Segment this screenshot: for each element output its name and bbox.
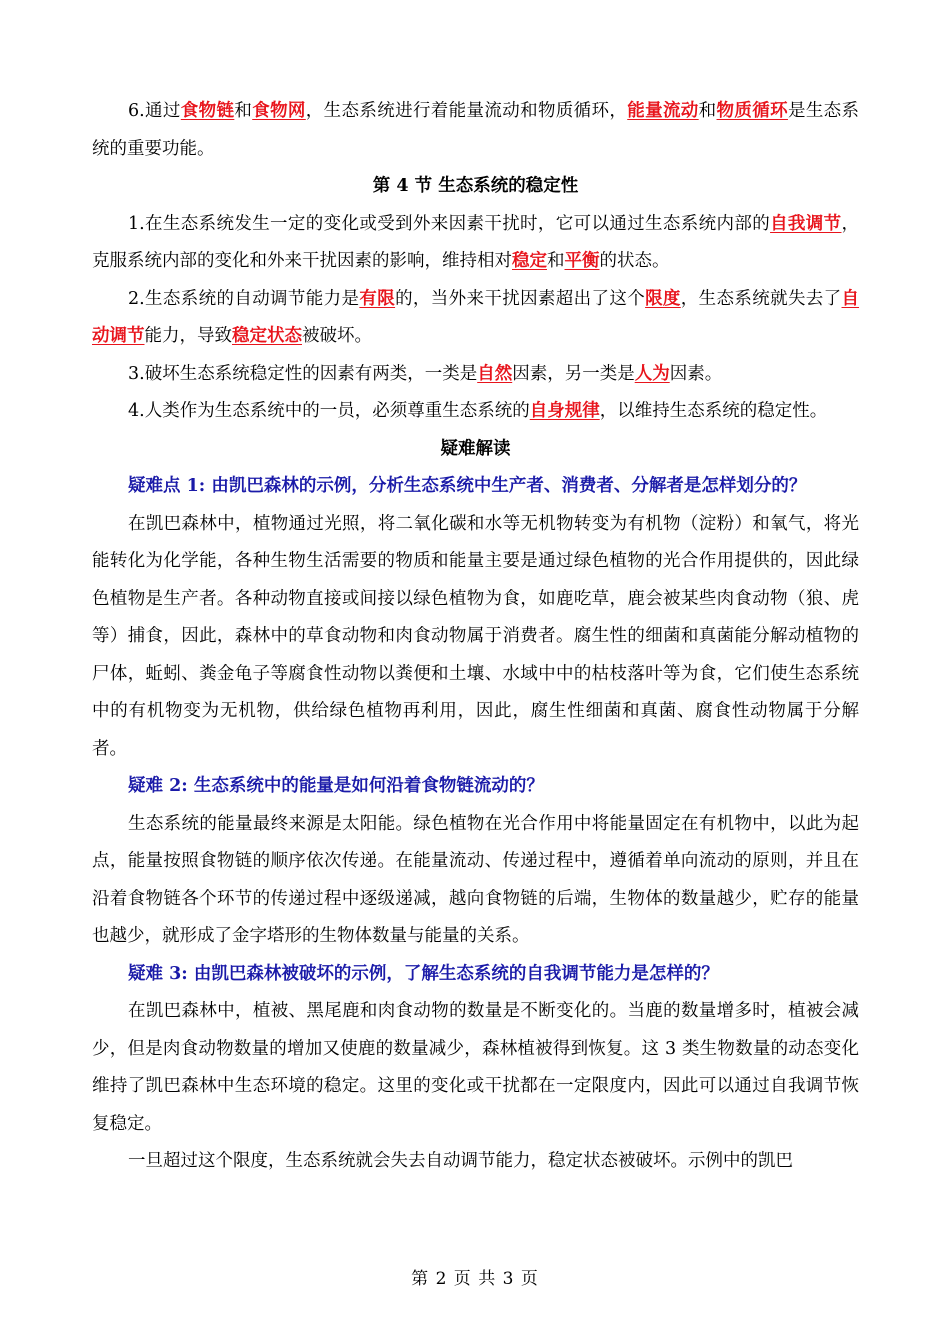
text: 3.破坏生态系统稳定性的因素有两类，一类是 — [128, 363, 478, 384]
highlight-term: 物质循环 — [716, 101, 788, 121]
text: 1.在生态系统发生一定的变化或受到外来因素干扰时，它可以通过生态系统内部的 — [128, 213, 771, 234]
text: ，生态系统进行着能量流动和物质循环， — [305, 101, 628, 121]
highlight-term: 限度 — [645, 288, 681, 309]
answer-2: 生态系统的能量最终来源是太阳能。绿色植物在光合作用中将能量固定在有机物中，以此为起点，能量按照食物链的顺序依次传递。在能量流动、传递过程中，遵循着单向流动的原则，并且在沿着食物链各个环节的传递过程中逐级递减，越向食物链的后端，生物体的数量越少，贮存的能量也越少，就形成了金字塔形的生物体数量与能量的关系。 — [92, 813, 859, 946]
highlight-term: 人为 — [634, 363, 670, 384]
paragraph-s4 — [92, 393, 859, 431]
text: ，生态系统就失去了 — [680, 288, 842, 309]
highlight-term: 自然 — [477, 363, 513, 384]
highlight-term: 稳定状态 — [232, 326, 302, 346]
section-title: 第 4 节 生态系统的稳定性 — [372, 176, 579, 196]
paragraph-s1 — [92, 206, 859, 281]
highlight-term: 平衡 — [564, 251, 600, 271]
highlight-term: 食物链 — [180, 101, 235, 121]
answer-3: 在凯巴森林中，植被、黑尾鹿和肉食动物的数量是不断变化的。当鹿的数量增多时，植被会减少，但是肉食动物数量的增加又使鹿的数量减少，森林植被得到恢复。这 3 类生物数量的动态变化维持了凯巴森林中生态环境的稳定。这里的变化或干扰都在一定限度内，因此可以通过自我调节恢复稳定。 — [92, 1001, 859, 1134]
paragraph-6 — [92, 93, 859, 168]
text: 因素，另一类是 — [512, 363, 635, 384]
highlight-term: 自我调节 — [770, 213, 842, 234]
highlight-term: 稳定 — [512, 251, 547, 271]
highlight-term: 能量流动 — [627, 101, 699, 121]
highlight-term: 食物网 — [252, 101, 306, 121]
answer-1: 在凯巴森林中，植物通过光照，将二氧化碳和水等无机物转变为有机物（淀粉）和氧气，将光能转化为化学能，各种生物生活需要的物质和能量主要是通过绿色植物的光合作用提供的，因此绿色植物是生产者。各种动物直接或间接以绿色植物为食，如鹿吃草，鹿会被某些肉食动物（狼、虎等）捕食，因此，森林中的草食动物和肉食动物属于消费者。腐生性的细菌和真菌能分解动植物的尸体，蚯蚓、粪金龟子等腐食性动物以粪便和土壤、水域中中的枯枝落叶等为食，它们使生态系统中的有机物变为无机物，供给绿色植物再利用，因此，腐生性细菌和真菌、腐食性动物属于分解者。 — [92, 513, 859, 759]
text: 的状态。 — [599, 251, 670, 271]
text: 2.生态系统的自动调节能力是 — [128, 288, 360, 309]
paragraph-s3 — [92, 356, 859, 394]
answer-3-continued: 一旦超过这个限度，生态系统就会失去自动调节能力，稳定状态被破坏。示例中的凯巴 — [128, 1151, 793, 1171]
document-page — [92, 93, 859, 1181]
paragraph-s2 — [92, 281, 859, 356]
question-2: 疑难 2: 生态系统中的能量是如何沿着食物链流动的？ — [128, 776, 544, 796]
text: ，克服系统内部的变化和外来干扰因素的影响，维持相对 — [92, 213, 859, 271]
highlight-term: 自动调节 — [92, 288, 860, 346]
text: 是生态系统的重要功能。 — [92, 101, 860, 159]
question-3: 疑难 3: 由凯巴森林被破坏的示例，了解生态系统的自我调节能力是怎样的？ — [128, 963, 719, 984]
text: 的，当外来干扰因素超出了这个 — [395, 288, 646, 309]
text: 和 — [234, 101, 253, 121]
text: 被破坏。 — [302, 326, 372, 346]
text: ，以维持生态系统的稳定性。 — [599, 401, 828, 421]
text: 和 — [698, 101, 717, 121]
text: 能力，导致 — [144, 326, 232, 346]
text: 6.通过 — [128, 101, 181, 121]
highlight-term: 自身规律 — [529, 401, 600, 421]
question-1: 疑难点 1: 由凯巴森林的示例，分析生态系统中生产者、消费者、分解者是怎样划分的？ — [128, 476, 807, 496]
analysis-title: 疑难解读 — [440, 438, 511, 459]
highlight-term: 有限 — [359, 288, 396, 309]
text: 4.人类作为生态系统中的一员，必须尊重生态系统的 — [128, 401, 530, 421]
text: 因素。 — [669, 363, 723, 384]
page-footer: 第 2 页 共 3 页 — [411, 1269, 539, 1289]
text: 和 — [547, 251, 565, 271]
